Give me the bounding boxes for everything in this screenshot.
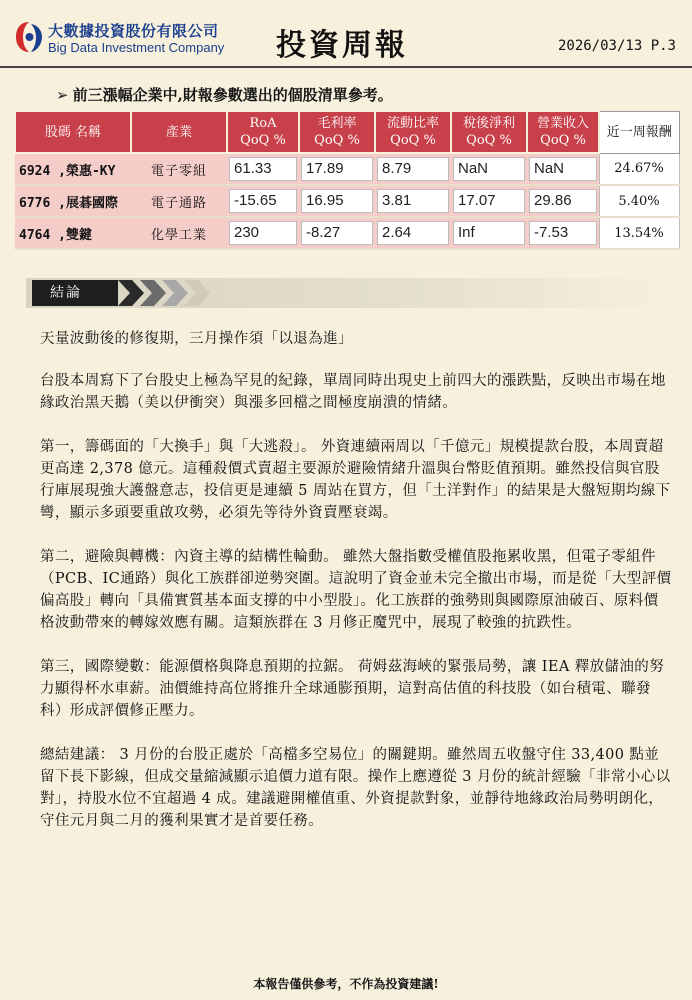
header-industry: 產業 bbox=[131, 111, 227, 153]
table-row bbox=[15, 185, 679, 217]
chevron-right-icon bbox=[118, 278, 218, 308]
header-current-ratio: 流動比率 QoQ % bbox=[375, 111, 451, 153]
report-date-page bbox=[558, 38, 676, 54]
header-net-income: 稅後淨利 QoQ % bbox=[451, 111, 527, 153]
current-ratio-cell: 2.64 bbox=[375, 217, 451, 249]
conclusion-paragraph: 總結建議： 3 月份的台股正處於「高檔多空易位」的關鍵期。雖然周五收盤守住 33,400 點並留下長下影線，但成交量縮減顯示追價力道有限。操作上應遵從 3 月份的統計經驗「非常小心以對」，持股水位不宜超過 4 成。建議避開權值重、外資提款對象，並靜待地緣政治局勢明朗化，守住元月與二月的獲利果實才是首要任務。 bbox=[40, 747, 671, 829]
current-ratio-cell: 3.81 bbox=[375, 185, 451, 217]
arrow-bullet-icon: ➢ bbox=[56, 86, 69, 104]
company-logo bbox=[14, 18, 244, 60]
header-weekly-return: 近一周報酬 bbox=[599, 111, 679, 153]
net-income-cell: Inf bbox=[451, 217, 527, 249]
stock-table bbox=[14, 110, 680, 250]
gross-margin-cell: 16.95 bbox=[299, 185, 375, 217]
weekly-return-cell: 13.54% bbox=[599, 217, 679, 249]
roa-cell: -15.65 bbox=[227, 185, 299, 217]
table-header-row bbox=[15, 111, 679, 153]
disclaimer-footer: 本報告僅供參考，不作為投資建議! bbox=[253, 977, 439, 991]
industry-cell: 化學工業 bbox=[131, 217, 227, 249]
table-caption-text: 前三漲幅企業中,財報參數選出的個股清單參考。 bbox=[72, 86, 393, 104]
roa-cell: 230 bbox=[227, 217, 299, 249]
conclusion-paragraph: 第一，籌碼面的「大換手」與「大逃殺」。 外資連續兩周以「千億元」規模提款台股，本周賣超更高達 2,378 億元。這種殺價式賣超主要源於避險情緒升溫與台幣貶值預期。雖然投信與官股行庫展現強大護盤意志，投信更是連續 5 周站在買方，但「土洋對作」的結果是大盤短期均線下彎，顯示多頭要重啟攻勢，必須先等待外資賣壓衰竭。 bbox=[40, 439, 671, 521]
header-divider bbox=[0, 66, 692, 68]
industry-cell: 電子零組 bbox=[131, 153, 227, 185]
current-ratio-cell: 8.79 bbox=[375, 153, 451, 185]
conclusion-body bbox=[40, 328, 672, 854]
revenue-cell: NaN bbox=[527, 153, 599, 185]
gross-margin-cell: 17.89 bbox=[299, 153, 375, 185]
logo-chinese-name: 大數據投資股份有限公司 bbox=[48, 22, 219, 40]
conclusion-headline: 天量波動後的修復期，三月操作須「以退為進」 bbox=[40, 331, 353, 347]
net-income-cell: 17.07 bbox=[451, 185, 527, 217]
roa-cell: 61.33 bbox=[227, 153, 299, 185]
section-label: 結論 bbox=[32, 280, 118, 306]
gross-margin-cell: -8.27 bbox=[299, 217, 375, 249]
conclusion-paragraph: 第三，國際變數：能源價格與降息預期的拉鋸。 荷姆茲海峽的緊張局勢，讓 IEA 釋放儲油的努力顯得杯水車薪。油價維持高位將推升全球通膨預期，這對高估值的科技股（如台積電、聯發科）形成評價修正壓力。 bbox=[40, 659, 665, 719]
table-row bbox=[15, 217, 679, 249]
stock-name-cell: 4764 ,雙鍵 bbox=[15, 217, 131, 249]
section-banner bbox=[26, 278, 666, 308]
report-date: 2026/03/13 bbox=[557, 38, 643, 54]
page-number: P.3 bbox=[650, 38, 676, 54]
report-title: 投資周報 bbox=[276, 28, 408, 63]
table-row bbox=[15, 153, 679, 185]
revenue-cell: -7.53 bbox=[527, 217, 599, 249]
weekly-return-cell: 5.40% bbox=[599, 185, 679, 217]
net-income-cell: NaN bbox=[451, 153, 527, 185]
header-roa: RoA QoQ % bbox=[227, 111, 299, 153]
conclusion-paragraph: 台股本周寫下了台股史上極為罕見的紀錄，單周同時出現史上前四大的漲跌點，反映出市場在地緣政治黑天鵝（美以伊衝突）與漲多回檔之間極度崩潰的情緒。 bbox=[40, 373, 666, 411]
header-gross-margin: 毛利率 QoQ % bbox=[299, 111, 375, 153]
industry-cell: 電子通路 bbox=[131, 185, 227, 217]
weekly-return-cell: 24.67% bbox=[599, 153, 679, 185]
conclusion-paragraph: 第二，避險與轉機：內資主導的結構性輪動。 雖然大盤指數受權值股拖累收黑，但電子零組件（PCB、IC通路）與化工族群卻逆勢突圍。這說明了資金並未完全撤出市場，而是從「大型評價偏高股」轉向「具備實質基本面支撐的中小型股」。化工族群的強勢則與國際原油破百、原料價格波動帶來的轉嫁效應有關。這類族群在 3 月修正魔咒中，展現了較強的抗跌性。 bbox=[40, 549, 672, 631]
table-caption bbox=[56, 84, 393, 105]
logo-english-name: Big Data Investment Company bbox=[48, 40, 225, 55]
revenue-cell: 29.86 bbox=[527, 185, 599, 217]
company-logo-icon bbox=[14, 20, 44, 54]
header-revenue: 營業收入 QoQ % bbox=[527, 111, 599, 153]
stock-name-cell: 6924 ,榮惠-KY bbox=[15, 153, 131, 185]
header-stock-name: 股碼 名稱 bbox=[15, 111, 131, 153]
stock-name-cell: 6776 ,展碁國際 bbox=[15, 185, 131, 217]
